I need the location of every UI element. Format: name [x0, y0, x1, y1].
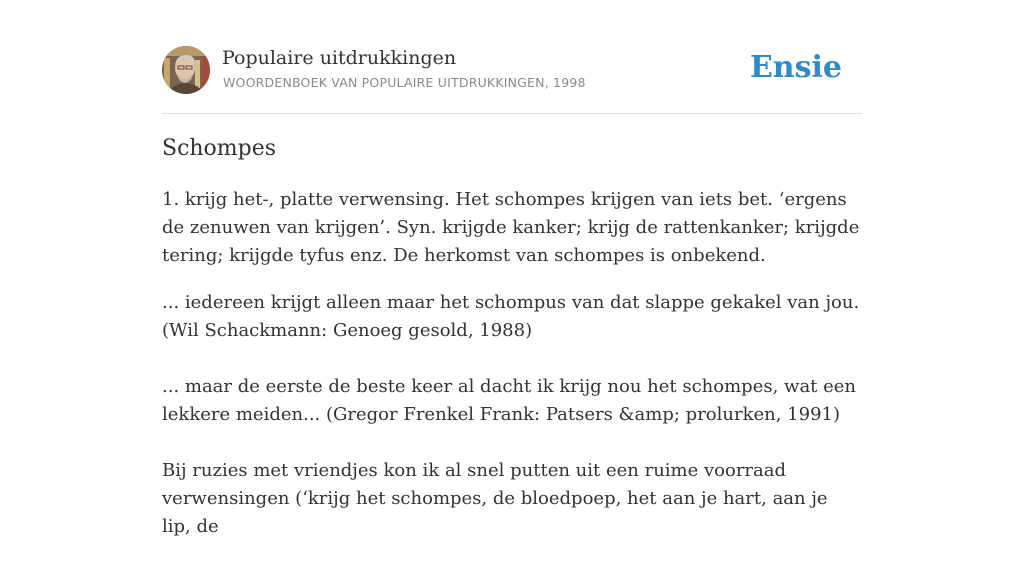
entry-word: Schompes: [162, 136, 277, 161]
author-avatar[interactable]: [162, 46, 210, 94]
source-header: [162, 46, 862, 96]
entry-definition: 1. krijg het-, platte verwensing. Het schompes krijgen van iets bet. ‘ergens de zenuwen van krijgen’. Syn. krijgde kanker; krijg de rattenkanker; krijgde tering; krijgde tyfus enz. De herkomst van schompes is onbekend.: [162, 189, 860, 266]
header-divider: [162, 113, 862, 114]
quote-1: ... iedereen krijgt alleen maar het schompus van dat slappe gekakel van jou. (Wil Schackmann: Genoeg gesold, 1988): [162, 292, 860, 341]
source-subtitle: WOORDENBOEK VAN POPULAIRE UITDRUKKINGEN, 1998: [223, 75, 586, 90]
quote-3: Bij ruzies met vriendjes kon ik al snel putten uit een ruime voorraad verwensingen (‘krijg het schompes, de bloedpoep, het aan je hart, aan je lip, de: [162, 460, 828, 537]
brand-logo[interactable]: Ensie: [749, 50, 842, 85]
author-photo-icon: [162, 46, 210, 94]
quote-2: ... maar de eerste de beste keer al dacht ik krijg nou het schompes, wat een lekkere meiden... (Gregor Frenkel Frank: Patsers &amp; prolurken, 1991): [162, 376, 857, 425]
entry-content: [162, 136, 862, 569]
source-title[interactable]: Populaire uitdrukkingen: [222, 47, 457, 69]
